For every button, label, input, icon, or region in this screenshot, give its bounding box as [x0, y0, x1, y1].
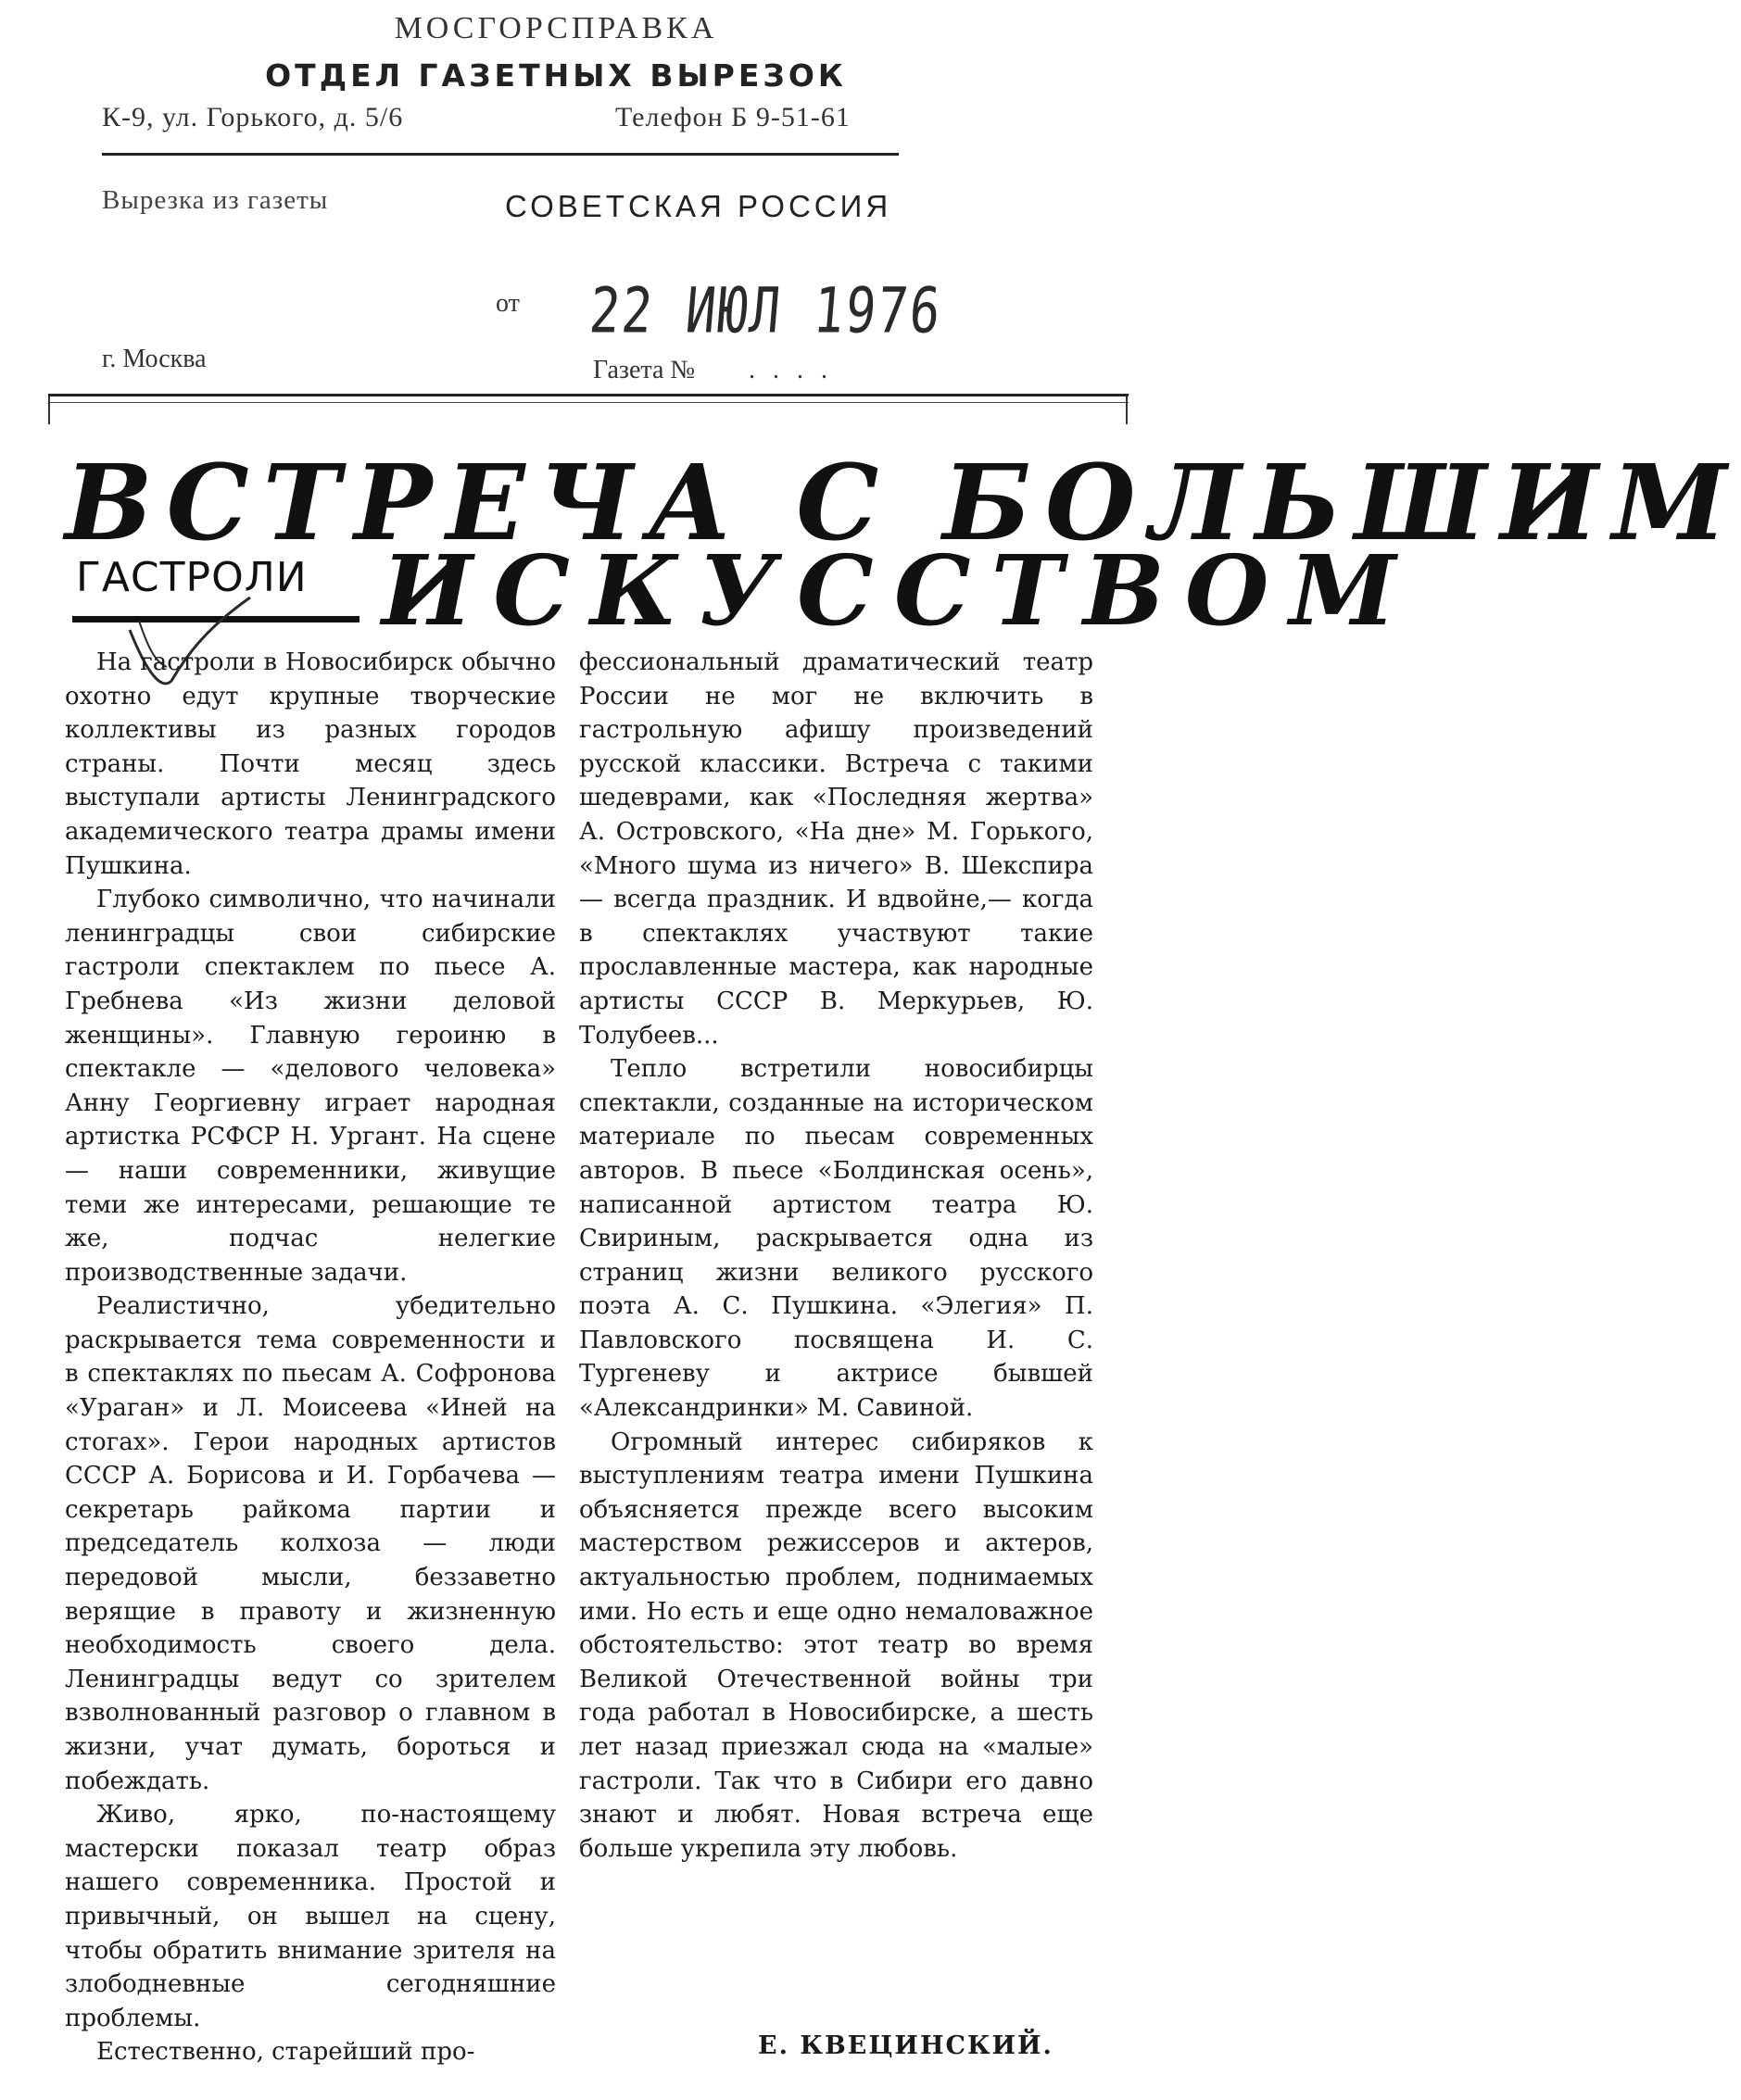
rubric-label: ГАСТРОЛИ	[76, 554, 308, 601]
stamp-divider	[102, 153, 899, 156]
headline-line-1: ВСТРЕЧА С БОЛЬШИМ	[65, 443, 1741, 564]
phone-number: Телефон Б 9-51-61	[615, 102, 851, 132]
address: К-9, ул. Горького, д. 5/6	[102, 102, 404, 132]
paragraph: Естественно, старейший про-	[96, 2038, 475, 2067]
clipping-corner-right	[1126, 396, 1128, 424]
paragraph: Живо, ярко, по-настоящему мастерски показал театр образ нашего современника. Простой и привычный, он вышел на сцену, чтобы обратить внимание зрителя на злободневные сегодняшние проблемы.	[65, 1801, 556, 2032]
department-name: ОТДЕЛ ГАЗЕТНЫХ ВЫРЕЗОК	[265, 57, 847, 94]
paragraph: На гастроли в Новосибирск обычно охотно едут крупные творческие коллективы из разных городов страны. Почти месяц здесь выступали артисты Ленинградского академического театра драмы имени Пушкина.	[65, 648, 556, 880]
organization-name: МОСГОРСПРАВКА	[394, 11, 718, 45]
clipping-top-border	[48, 394, 1129, 396]
article-column-1	[65, 646, 556, 2069]
clipping-top-border-thin	[48, 402, 1129, 403]
headline-line-2: ИСКУССТВОМ	[382, 534, 1417, 648]
clipping-label: Вырезка из газеты	[102, 185, 329, 215]
issue-number-placeholder: . . . .	[749, 356, 833, 384]
city: г. Москва	[102, 345, 207, 373]
date-stamp: 22 ИЮЛ 1976	[587, 274, 945, 347]
paragraph: Тепло встретили новосибирцы спектакли, созданные на историческом материале по пьесам современных авторов. В пьесе «Болдинская осень», написанной артистом театра Ю. Свириным, раскрывается одна из страниц жизни великого русского поэта А. С. Пушкина. «Элегия» П. Павловского посвящена И. С. Тургеневу и актрисе бывшей «Александринки» М. Савиной.	[579, 1055, 1093, 1423]
paragraph: Реалистично, убедительно раскрывается тема современности и в спектаклях по пьесам А. Софронова «Ураган» и Л. Моисеева «Иней на стогах». Герои народных артистов СССР А. Борисова и И. Горбачева — секретарь райкома партии и председатель колхоза — люди передовой мысли, беззаветно верящие в правоту и жизненную необходимость своего дела. Ленинградцы ведут со зрителем взволнованный разговор о главном в жизни, учат думать, бороться и побеждать.	[65, 1292, 556, 1795]
article-column-2	[579, 646, 1093, 1866]
author-signature: Е. КВЕЦИНСКИЙ.	[758, 2031, 1053, 2060]
clipping-corner-left	[48, 396, 50, 424]
issue-label: Газета №	[593, 356, 696, 384]
paragraph: Глубоко символично, что начинали ленинградцы свои сибирские гастроли спектаклем по пьесе А. Гребнева «Из жизни деловой женщины». Главную героиню в спектакле — «делового человека» Анну Георгиевну играет народная артистка РСФСР Н. Ургант. На сцене — наши современники, живущие теми же интересами, решающие те же, подчас нелегкие производственные задачи.	[65, 886, 556, 1287]
paragraph: Огромный интерес сибиряков к выступлениям театра имени Пушкина объясняется прежде всего высоким мастерством режиссеров и актеров, актуальностью проблем, поднимаемых ими. Но есть и еще одно немаловажное обстоятельство: этот театр во время Великой Отечественной войны три года работал в Новосибирске, а шесть лет назад приезжал сюда на «малые» гастроли. Так что в Сибири его давно знают и любят. Новая встреча еще больше укрепила эту любовь.	[579, 1427, 1093, 1863]
date-label: от	[496, 289, 520, 318]
paragraph: фессиональный драматический театр России не мог не включить в гастрольную афишу произведений русской классики. Встреча с такими шедеврами, как «Последняя жертва» А. Островского, «На дне» М. Горького, «Много шума из ничего» В. Шекспира — всегда праздник. И вдвойне,— когда в спектаклях участвуют такие прославленные мастера, как народные артисты СССР В. Меркурьев, Ю. Толубеев...	[579, 648, 1093, 1050]
newspaper-name: СОВЕТСКАЯ РОССИЯ	[505, 189, 892, 223]
